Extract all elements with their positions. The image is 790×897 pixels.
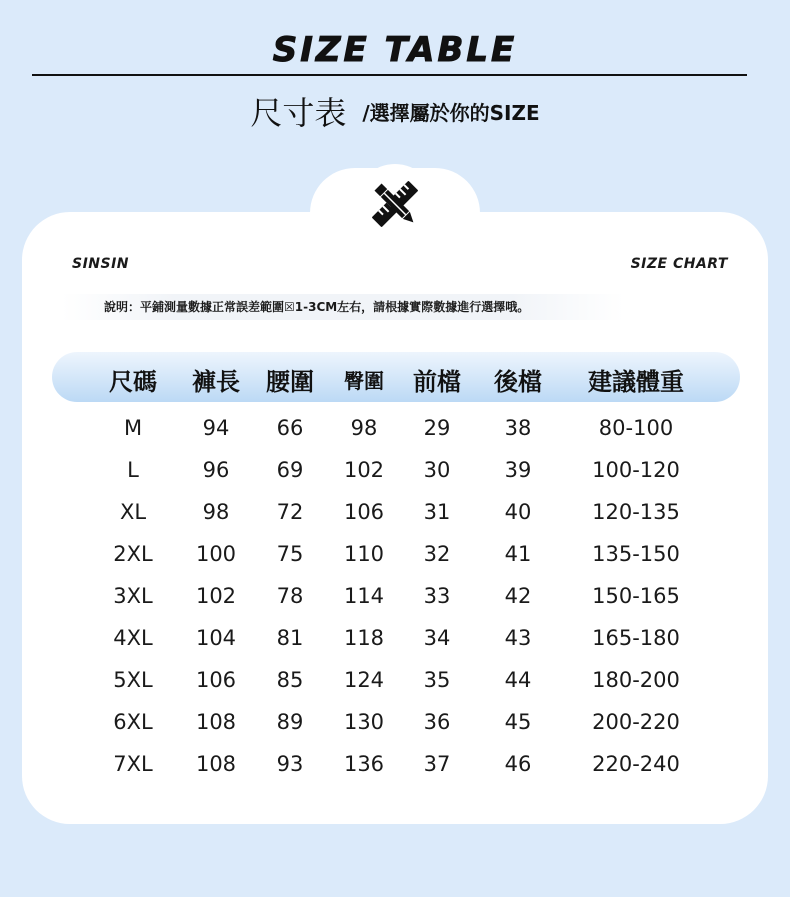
cell-waist: 93 bbox=[276, 752, 304, 776]
cell-front-rise: 37 bbox=[423, 752, 451, 776]
column-header-waist: 腰圍 bbox=[266, 368, 314, 396]
column-header-front-rise: 前檔 bbox=[413, 368, 461, 396]
cell-back-rise: 44 bbox=[504, 668, 532, 692]
cell-hip: 136 bbox=[343, 752, 385, 776]
cell-length: 104 bbox=[195, 626, 237, 650]
cell-back-rise: 45 bbox=[504, 710, 532, 734]
cell-back-rise: 43 bbox=[504, 626, 532, 650]
cell-front-rise: 32 bbox=[423, 542, 451, 566]
cell-length: 98 bbox=[202, 500, 230, 524]
cell-size: 4XL bbox=[113, 626, 153, 650]
cell-size: M bbox=[123, 416, 143, 440]
cell-weight: 80-100 bbox=[598, 416, 674, 440]
cell-front-rise: 35 bbox=[423, 668, 451, 692]
subtitle-sub: /選擇屬於你的SIZE bbox=[362, 100, 540, 125]
cell-length: 106 bbox=[195, 668, 237, 692]
cell-back-rise: 46 bbox=[504, 752, 532, 776]
cell-front-rise: 36 bbox=[423, 710, 451, 734]
cell-waist: 66 bbox=[276, 416, 304, 440]
cell-length: 108 bbox=[195, 710, 237, 734]
cell-waist: 75 bbox=[276, 542, 304, 566]
table-row bbox=[0, 542, 790, 584]
cell-size: XL bbox=[119, 500, 147, 524]
cell-waist: 69 bbox=[276, 458, 304, 482]
cell-hip: 102 bbox=[343, 458, 385, 482]
subtitle-main: 尺寸表 bbox=[250, 94, 347, 132]
title-divider bbox=[32, 74, 747, 76]
cell-front-rise: 29 bbox=[423, 416, 451, 440]
cell-hip: 98 bbox=[350, 416, 378, 440]
table-row bbox=[0, 416, 790, 458]
cell-front-rise: 31 bbox=[423, 500, 451, 524]
column-header-weight: 建議體重 bbox=[588, 368, 684, 396]
subtitle bbox=[0, 88, 790, 132]
table-row bbox=[0, 626, 790, 668]
cell-weight: 220-240 bbox=[592, 752, 680, 776]
cell-length: 94 bbox=[202, 416, 230, 440]
cell-back-rise: 41 bbox=[504, 542, 532, 566]
cell-waist: 81 bbox=[276, 626, 304, 650]
cell-back-rise: 42 bbox=[504, 584, 532, 608]
cell-size: 2XL bbox=[113, 542, 153, 566]
cell-front-rise: 30 bbox=[423, 458, 451, 482]
table-row bbox=[0, 752, 790, 794]
cell-length: 108 bbox=[195, 752, 237, 776]
cell-front-rise: 33 bbox=[423, 584, 451, 608]
cell-size: 7XL bbox=[113, 752, 153, 776]
cell-back-rise: 38 bbox=[504, 416, 532, 440]
cell-weight: 180-200 bbox=[592, 668, 680, 692]
cell-hip: 110 bbox=[343, 542, 385, 566]
cell-back-rise: 39 bbox=[504, 458, 532, 482]
cell-hip: 130 bbox=[343, 710, 385, 734]
column-header-back-rise: 後檔 bbox=[494, 368, 542, 396]
cell-weight: 120-135 bbox=[592, 500, 680, 524]
cell-weight: 135-150 bbox=[592, 542, 680, 566]
column-header-size: 尺碼 bbox=[109, 368, 157, 396]
cell-waist: 72 bbox=[276, 500, 304, 524]
table-row bbox=[0, 500, 790, 542]
cell-size: L bbox=[127, 458, 139, 482]
cell-size: 5XL bbox=[113, 668, 153, 692]
cell-hip: 114 bbox=[343, 584, 385, 608]
cell-hip: 124 bbox=[343, 668, 385, 692]
cell-length: 100 bbox=[195, 542, 237, 566]
column-header-length: 褲長 bbox=[192, 368, 240, 396]
cell-size: 3XL bbox=[113, 584, 153, 608]
cell-hip: 118 bbox=[343, 626, 385, 650]
measurement-note: 說明：平鋪測量數據正常誤差範圍☒1-3CM左右，請根據實際數據進行選擇哦。 bbox=[104, 300, 530, 314]
icon-badge bbox=[355, 164, 435, 244]
cell-waist: 78 bbox=[276, 584, 304, 608]
cell-hip: 106 bbox=[343, 500, 385, 524]
cell-waist: 85 bbox=[276, 668, 304, 692]
table-row bbox=[0, 668, 790, 710]
cell-weight: 100-120 bbox=[592, 458, 680, 482]
brand-name: SINSIN bbox=[72, 256, 130, 272]
ruler-pencil-icon bbox=[365, 174, 425, 234]
cell-front-rise: 34 bbox=[423, 626, 451, 650]
cell-length: 102 bbox=[195, 584, 237, 608]
table-row bbox=[0, 710, 790, 752]
cell-length: 96 bbox=[202, 458, 230, 482]
cell-weight: 200-220 bbox=[592, 710, 680, 734]
cell-weight: 165-180 bbox=[592, 626, 680, 650]
table-row bbox=[0, 458, 790, 500]
cell-waist: 89 bbox=[276, 710, 304, 734]
column-header-hip: 臀圍 bbox=[344, 369, 384, 393]
cell-size: 6XL bbox=[113, 710, 153, 734]
chart-label: SIZE CHART bbox=[630, 256, 728, 272]
cell-back-rise: 40 bbox=[504, 500, 532, 524]
cell-weight: 150-165 bbox=[592, 584, 680, 608]
table-row bbox=[0, 584, 790, 626]
page-title: SIZE TABLE bbox=[272, 30, 518, 70]
